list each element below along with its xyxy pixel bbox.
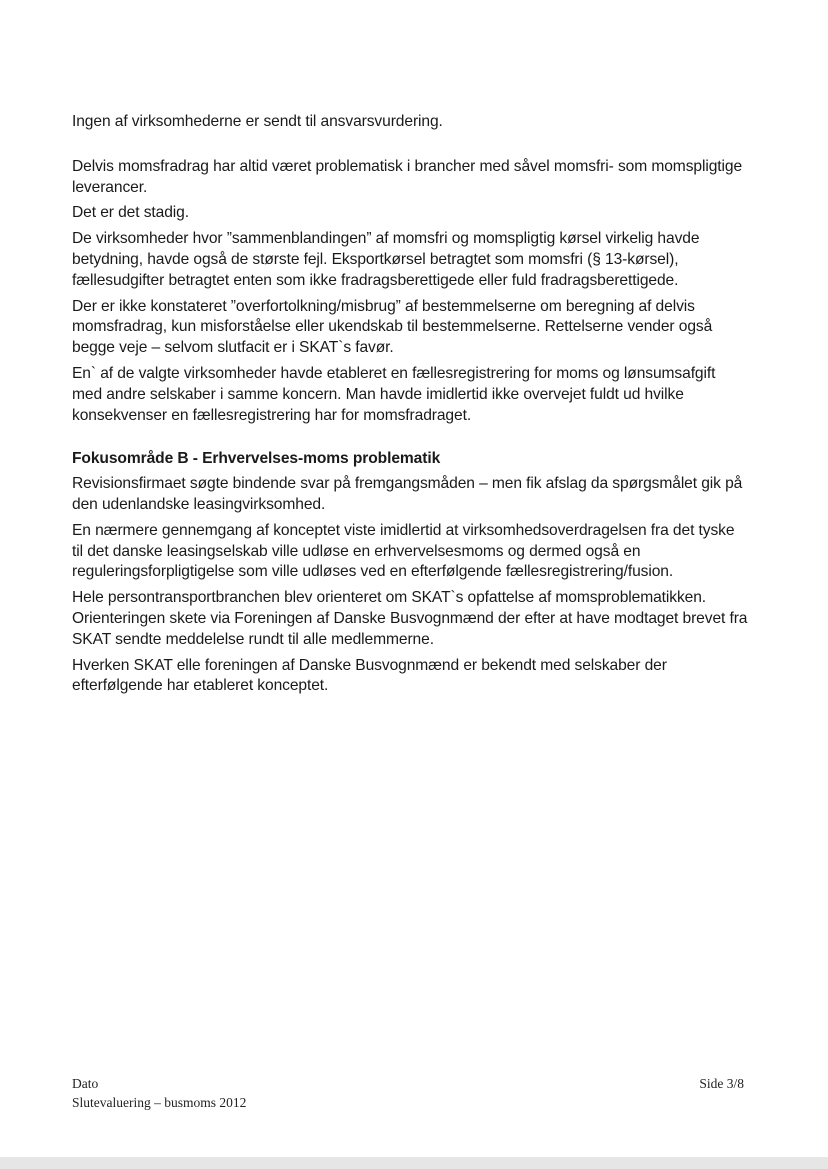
paragraph: Delvis momsfradrag har altid været problematisk i brancher med såvel momsfri- som momspligtige leverancer. — [72, 157, 743, 196]
footer-doc-title: Slutevaluering – busmoms 2012 — [72, 1094, 247, 1110]
page-number: Side 3/8 — [699, 1076, 744, 1091]
paragraph: En` af de valgte virksomheder havde etableret en fællesregistrering for moms og lønsumsafgift med andre selskaber i samme koncern. Man havde imidlertid ikke overvejet fuldt ud hvilke konsekvenser en fællesregistrering har for momsfradraget. — [72, 364, 716, 424]
paragraph: Ingen af virksomhederne er sendt til ansvarsvurdering. — [72, 113, 443, 130]
footer-date-label: Dato — [72, 1076, 99, 1091]
paragraph: Det er det stadig. — [72, 204, 189, 222]
paragraph: En nærmere gennemgang af konceptet viste imidlertid at virksomhedsoverdragelsen fra det tyske til det danske leasingselskab ville udløse en erhvervelsesmoms og dermed også en reguleringsforpligtigelse som ville udløses ved en efterfølgende fællesregistrering/fusion. — [72, 521, 735, 581]
paragraph: Revisionsfirmaet søgte bindende svar på fremgangsmåden – men fik afslag da spørgsmålet gik på den udenlandske leasingvirksomhed. — [72, 475, 743, 513]
body-text — [72, 112, 748, 702]
paragraph: Der er ikke konstateret ”overfortolkning/misbrug” af bestemmelserne om beregning af delvis momsfradrag, kun misforståelse eller ukendskab til bestemmelserne. Rettelserne vender også begge veje – selvom slutfacit er i SKAT`s favør. — [72, 297, 713, 357]
scan-edge — [0, 1157, 828, 1169]
paragraph: De virksomheder hvor ”sammenblandingen” af momsfri og momspligtig kørsel virkelig havde betydning, havde også de største fejl. Eksportkørsel betragtet som momsfri (§ 13-kørsel), fællesudgifter betragtet enten som ikke fradragsberettigede eller fuld fradragsberettigede. — [72, 230, 700, 289]
paragraph: Hverken SKAT elle foreningen af Danske Busvognmænd er bekendt med selskaber der efterfølgende har etableret konceptet. — [72, 656, 667, 695]
paragraph: Hele persontransportbranchen blev orienteret om SKAT`s opfattelse af momsproblematikken. Orienteringen skete via Foreningen af Danske Busvognmænd der efter at have modtaget brevet fra SKAT sendte meddelelse rundt til alle medlemmerne. — [72, 589, 748, 648]
section-heading: Fokusområde B - Erhvervelses-moms problematik — [72, 450, 441, 468]
footer-left — [72, 1075, 246, 1112]
